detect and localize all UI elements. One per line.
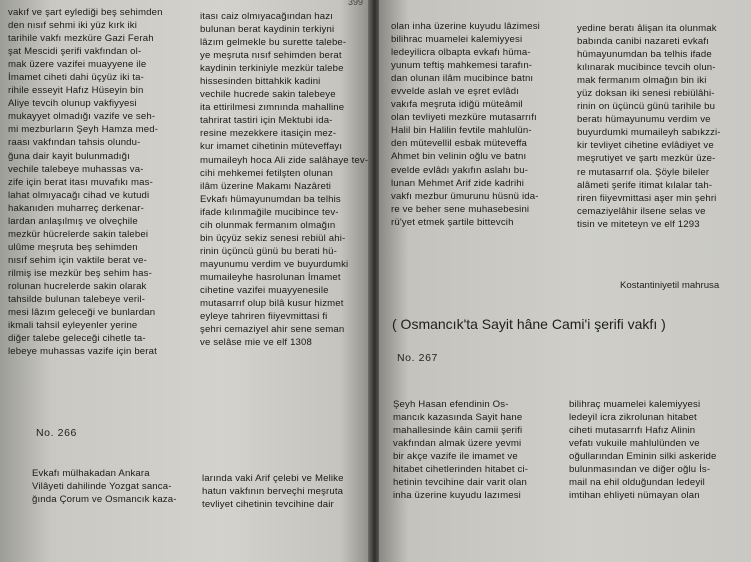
text-line: ifade kılınmağile mucibince tev- [200,206,339,218]
entry-number-266: No. 266 [36,427,77,439]
text-line: yunum teftiş mahkemesi tarafın- [391,60,533,72]
text-line: yüz doksan iki senesi rebiülâhi- [577,88,715,100]
text-line: Şeyh Hasan efendinin Os- [393,399,509,410]
text-line: raası vakfından tahsis olundu- [8,137,141,149]
text-line: eyleye tahriren fiiyevmittasi fi [200,311,328,323]
text-line: hümayunumdan ba telhis ifade [577,49,712,61]
text-line: mesi lâzım geleceği ve bunlardan [8,307,156,319]
text-line: şehri cemaziyel ahir sene seman [200,324,345,336]
text-line: cihi mehkemei fetilşten olunan [200,167,334,179]
text-line: yedine beratı âlişan ita olunmak [577,23,717,34]
text-line: Vilâyeti dahilinde Yozgat sanca- [32,481,172,493]
text-line: cihetine vazifei muayyenesile [200,284,329,296]
right-column-2 [577,22,721,231]
text-line: lunan Mehmet Arif zide kadrihi [391,177,525,189]
text-line: kaydinin terkiniyle mezkür talebe [200,63,344,75]
text-line: ita ettirilmesi zımnında mahalline [200,102,345,114]
left-page [0,0,370,562]
text-line: meşrutiyet ve şartı mezkür üze- [577,153,716,165]
text-line: riren fiiyevmittasi aşer min şehri [577,192,717,204]
text-line: hakanıden muharreç derkenar- [8,202,144,214]
text-line: Halil bin Halilin fevtile mahlulün- [391,125,532,137]
text-line: den nısıf sehmi iki yüz kırk iki [8,20,138,32]
section-title: ( Osmancık'ta Sayit hâne Cami'i şerifi vakfı ) [392,316,666,332]
text-line: rilmiş ise mezkür beş sehim has- [8,267,152,279]
right-page [379,0,751,562]
text-line: mumaileyh hoca Ali zide salâhaye tev- [200,154,369,166]
text-line: rinin üçüncü günü bu berati hü- [200,245,337,257]
left-column-2 [200,10,368,349]
text-line: mutasarrıf olup bilâ kusur hizmet [200,298,344,310]
left-column-1 [8,6,163,358]
text-line: mak üzere vazifei muayyene ile [8,59,147,71]
text-line: diğer talebe geleceği cihetle ta- [8,333,146,345]
text-line: olan inha üzerine kuyudu lâzimesi [391,21,540,32]
text-line: İmamet ciheti dahi üçyüz iki ta- [8,72,144,84]
text-line: ğuna dair kayit bulunmadığı [8,150,130,162]
text-line: zife için berat itası muvafıkı mas- [8,176,153,188]
left-bottom-column-1 [32,467,177,506]
text-line: dan olunan ilâm mucibince batnı [391,73,534,85]
text-line: imtihan ehliyeti nümayan olan [569,490,700,502]
text-line: cih olunmak fermanım olmağın [200,219,336,231]
text-line: şat Mescidi şerifi vakfından ol- [8,46,142,58]
text-line: ve selâse mie ve elf 1308 [200,337,313,349]
text-line: evelde evlâdı yakıfın aslahı bu- [391,164,529,176]
entry-number-267: No. 267 [397,352,438,364]
text-line: mezkür hücrelerde sakin talebei [8,228,149,240]
text-line: larında vaki Arif çelebi ve Melike [202,473,344,484]
text-line: bulunmasından ve diğer oğlu İs- [569,464,711,476]
text-line: mayunumu verdim ve buyurdumki [200,258,349,270]
text-line: mak fermanım olmağın bin iki [577,75,707,87]
text-line: den mütevellil esbak müteveffa [391,138,528,150]
text-line: tevliyet cihetinin tevcihine dair [202,499,334,511]
text-line: hissesinden bittahkik kadini [200,76,321,88]
text-line: lahat olmıyacağı cihad ve kutudi [8,189,150,201]
text-line: re ve beher sene muhasebesini [391,203,530,215]
text-line: ikmali tahsil eyleyenler yerine [8,320,138,332]
text-line: tisin ve miteteyn ve elf 1293 [577,218,700,230]
text-line: vechile hucrede sakin talebeye [200,89,336,101]
text-line: bilihrac muamelei kalemiyyesi [391,34,523,46]
text-line: bin üçyüz sekiz senesi rebiül ahi- [200,232,346,244]
text-line: nısıf sehim için vaktile berat ve- [8,254,147,266]
left-bottom-column-2 [202,472,344,511]
text-line: Ahmet bin velinin oğlu ve batnı [391,151,527,163]
text-line: re mutasarrıf ola. Şöyle bileler [577,166,710,178]
text-line: mahallesinde kâin camii şerifi [393,425,523,437]
text-line: tarihile vakfı mezküre Gazi Ferah [8,33,154,45]
text-line: mail na ehil olduğundan ledeyil [569,477,705,489]
text-line: Evkafı mülhakadan Ankara [32,468,150,479]
text-line: itası caiz olmıyacağından hazı [200,11,334,22]
text-line: vakfından almak üzere yevmi [393,438,522,450]
text-line: ulûme meşruta beş sehimden [8,241,138,253]
text-line: lebeye muhassas vazife için berat [8,346,157,358]
text-line: inha üzerine kuyudu lazımesi [393,490,521,502]
text-line: mancık kazasında Sayit hane [393,412,523,424]
text-line: vechile talebeye muhassas va- [8,163,144,175]
text-line: ye meşruta nısıf sehimden berat [200,50,342,62]
text-line: bir akçe vazife ile imamet ve [393,451,518,463]
text-line: ledeyilicra olbapta evkafı hüma- [391,47,531,59]
text-line: hitabet cihetlerinden hitabet ci- [393,464,529,476]
text-line: rihile esseyit Hafız Hüseyin bin [8,85,144,97]
text-line: oğullarından Eminin silki askeride [569,451,717,463]
right-bottom-column-2 [569,398,716,502]
text-line: vakıfa meşruta idiğü müteâmil [391,99,523,111]
text-line: resine mezekkere itasiçin mez- [200,128,337,140]
text-line: kur imamet cihetinin müteveffayı [200,141,343,153]
text-line: Aliye tevcih olunup vakfiyyesi [8,98,137,110]
text-line: mumaileyhe hasrolunan İmamet [200,271,341,283]
text-line: ciheti mutasarrıfı Hafız Alinin [569,425,696,437]
signature-place: Kostantiniyetil mahrusa [620,280,720,291]
text-line: tahrirat tastiri için Mektubi ida- [200,115,333,127]
text-line: vefatı vukuile mahlulünden ve [569,438,700,450]
text-line: ledeyil icra zikrolunan hitabet [569,412,697,424]
text-line: rü'yet etmek şartile bittevcih [391,216,514,228]
text-line: rinin on üçüncü günü tarihile bu [577,101,716,113]
text-line: mukayyet olmadığı vazife ve seh- [8,111,156,123]
text-line: hetinin tevcihine dair varit olan [393,477,528,489]
text-line: Evkafı hümayunumdan ba telhis [200,193,341,205]
text-line: cemaziyelâhir ilsene selas ve [577,205,706,217]
text-line: bulunan berat kaydinin terkiyni [200,24,335,36]
text-line: mi mezburların Şeyh Hamza med- [8,124,159,136]
text-line: vakıf ve şart eylediği beş sehimden [8,7,163,18]
page-number: 399 [348,0,364,7]
text-line: bilihraç muamelei kalemiyyesi [569,399,701,410]
text-line: ilâm üzerine Makamı Nazâreti [200,180,332,192]
text-line: hatun vakfının berveçhi meşruta [202,486,344,498]
text-line: alâmeti şerife itimat kılalar tah- [577,179,713,191]
text-line: evvelde aslah ve eşret evlâdı [391,86,520,98]
text-line: lâzım gelmekle bu surette talebe- [200,37,347,49]
right-column-1 [391,20,540,229]
right-bottom-column-1 [393,398,528,502]
text-line: rolunan hucrelerde sakin olarak [8,280,147,292]
text-line: buyurdumki mumaileyh sabıkzzi- [577,127,721,139]
text-line: babında canibi nazareti evkafı [577,36,709,48]
text-line: vakfı mezbur ümurunu hüsnü ida- [391,190,539,202]
text-line: lardan anlaşılmış ve olveçhile [8,215,138,227]
text-line: tahsilde bulunan talebeye veril- [8,294,146,306]
text-line: olan tevliyeti mezküre mutasarrıfı [391,112,537,124]
text-line: kir tevliyet cihetine evlâdiyet ve [577,140,714,152]
text-line: kılınarak mucibince tevcih olun- [577,62,716,74]
text-line: beratı hümayunumu verdim ve [577,114,711,126]
text-line: ğında Çorum ve Osmancık kaza- [32,494,177,506]
